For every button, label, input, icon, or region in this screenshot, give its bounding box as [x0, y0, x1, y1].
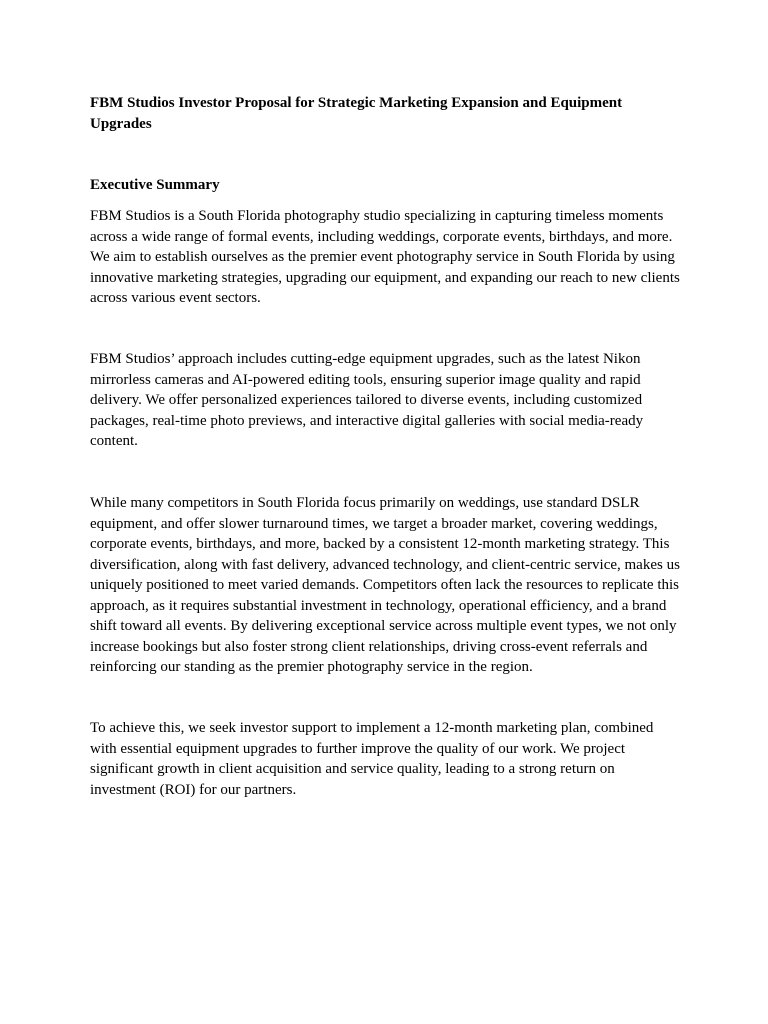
document-title: FBM Studios Investor Proposal for Strategic Marketing Expansion and Equipment Upgrades — [90, 95, 623, 132]
paragraph-investment-ask: To achieve this, we seek investor support to implement a 12-month marketing plan, combined with essential equipment upgrades to further improve the quality of our work. We project significant growth in client acquisition and service quality, leading to a strong return on investment (ROI) for our partners. — [90, 720, 654, 798]
paragraph-intro: FBM Studios is a South Florida photography studio specializing in capturing timeless moments across a wide range of formal events, including weddings, corporate events, birthdays, and more. We aim to establish ourselves as the premier event photography service in South Florida by using innovative marketing strategies, upgrading our equipment, and expanding our reach to new clients across various event sectors. — [90, 208, 680, 306]
paragraph-approach: FBM Studios’ approach includes cutting-edge equipment upgrades, such as the latest Nikon mirrorless cameras and AI-powered editing tools, ensuring superior image quality and rapid delivery. We offer personalized experiences tailored to diverse events, including customized packages, real-time photo previews, and interactive digital galleries with social media-ready content. — [90, 351, 644, 449]
section-heading-executive-summary: Executive Summary — [90, 177, 220, 193]
paragraph-competition: While many competitors in South Florida focus primarily on weddings, use standard DSLR equipment, and offer slower turnaround times, we target a broader market, covering weddings, corporate events, birthdays, and more, backed by a consistent 12-month marketing strategy. This diversification, along with fast delivery, advanced technology, and client-centric service, makes us uniquely positioned to meet varied demands. Competitors often lack the resources to replicate this approach, as it requires substantial investment in technology, operational efficiency, and a brand shift toward all events. By delivering exceptional service across multiple event types, we not only increase bookings but also foster strong client relationships, driving cross-event referrals and reinforcing our standing as the premier photography service in the region. — [90, 495, 680, 675]
